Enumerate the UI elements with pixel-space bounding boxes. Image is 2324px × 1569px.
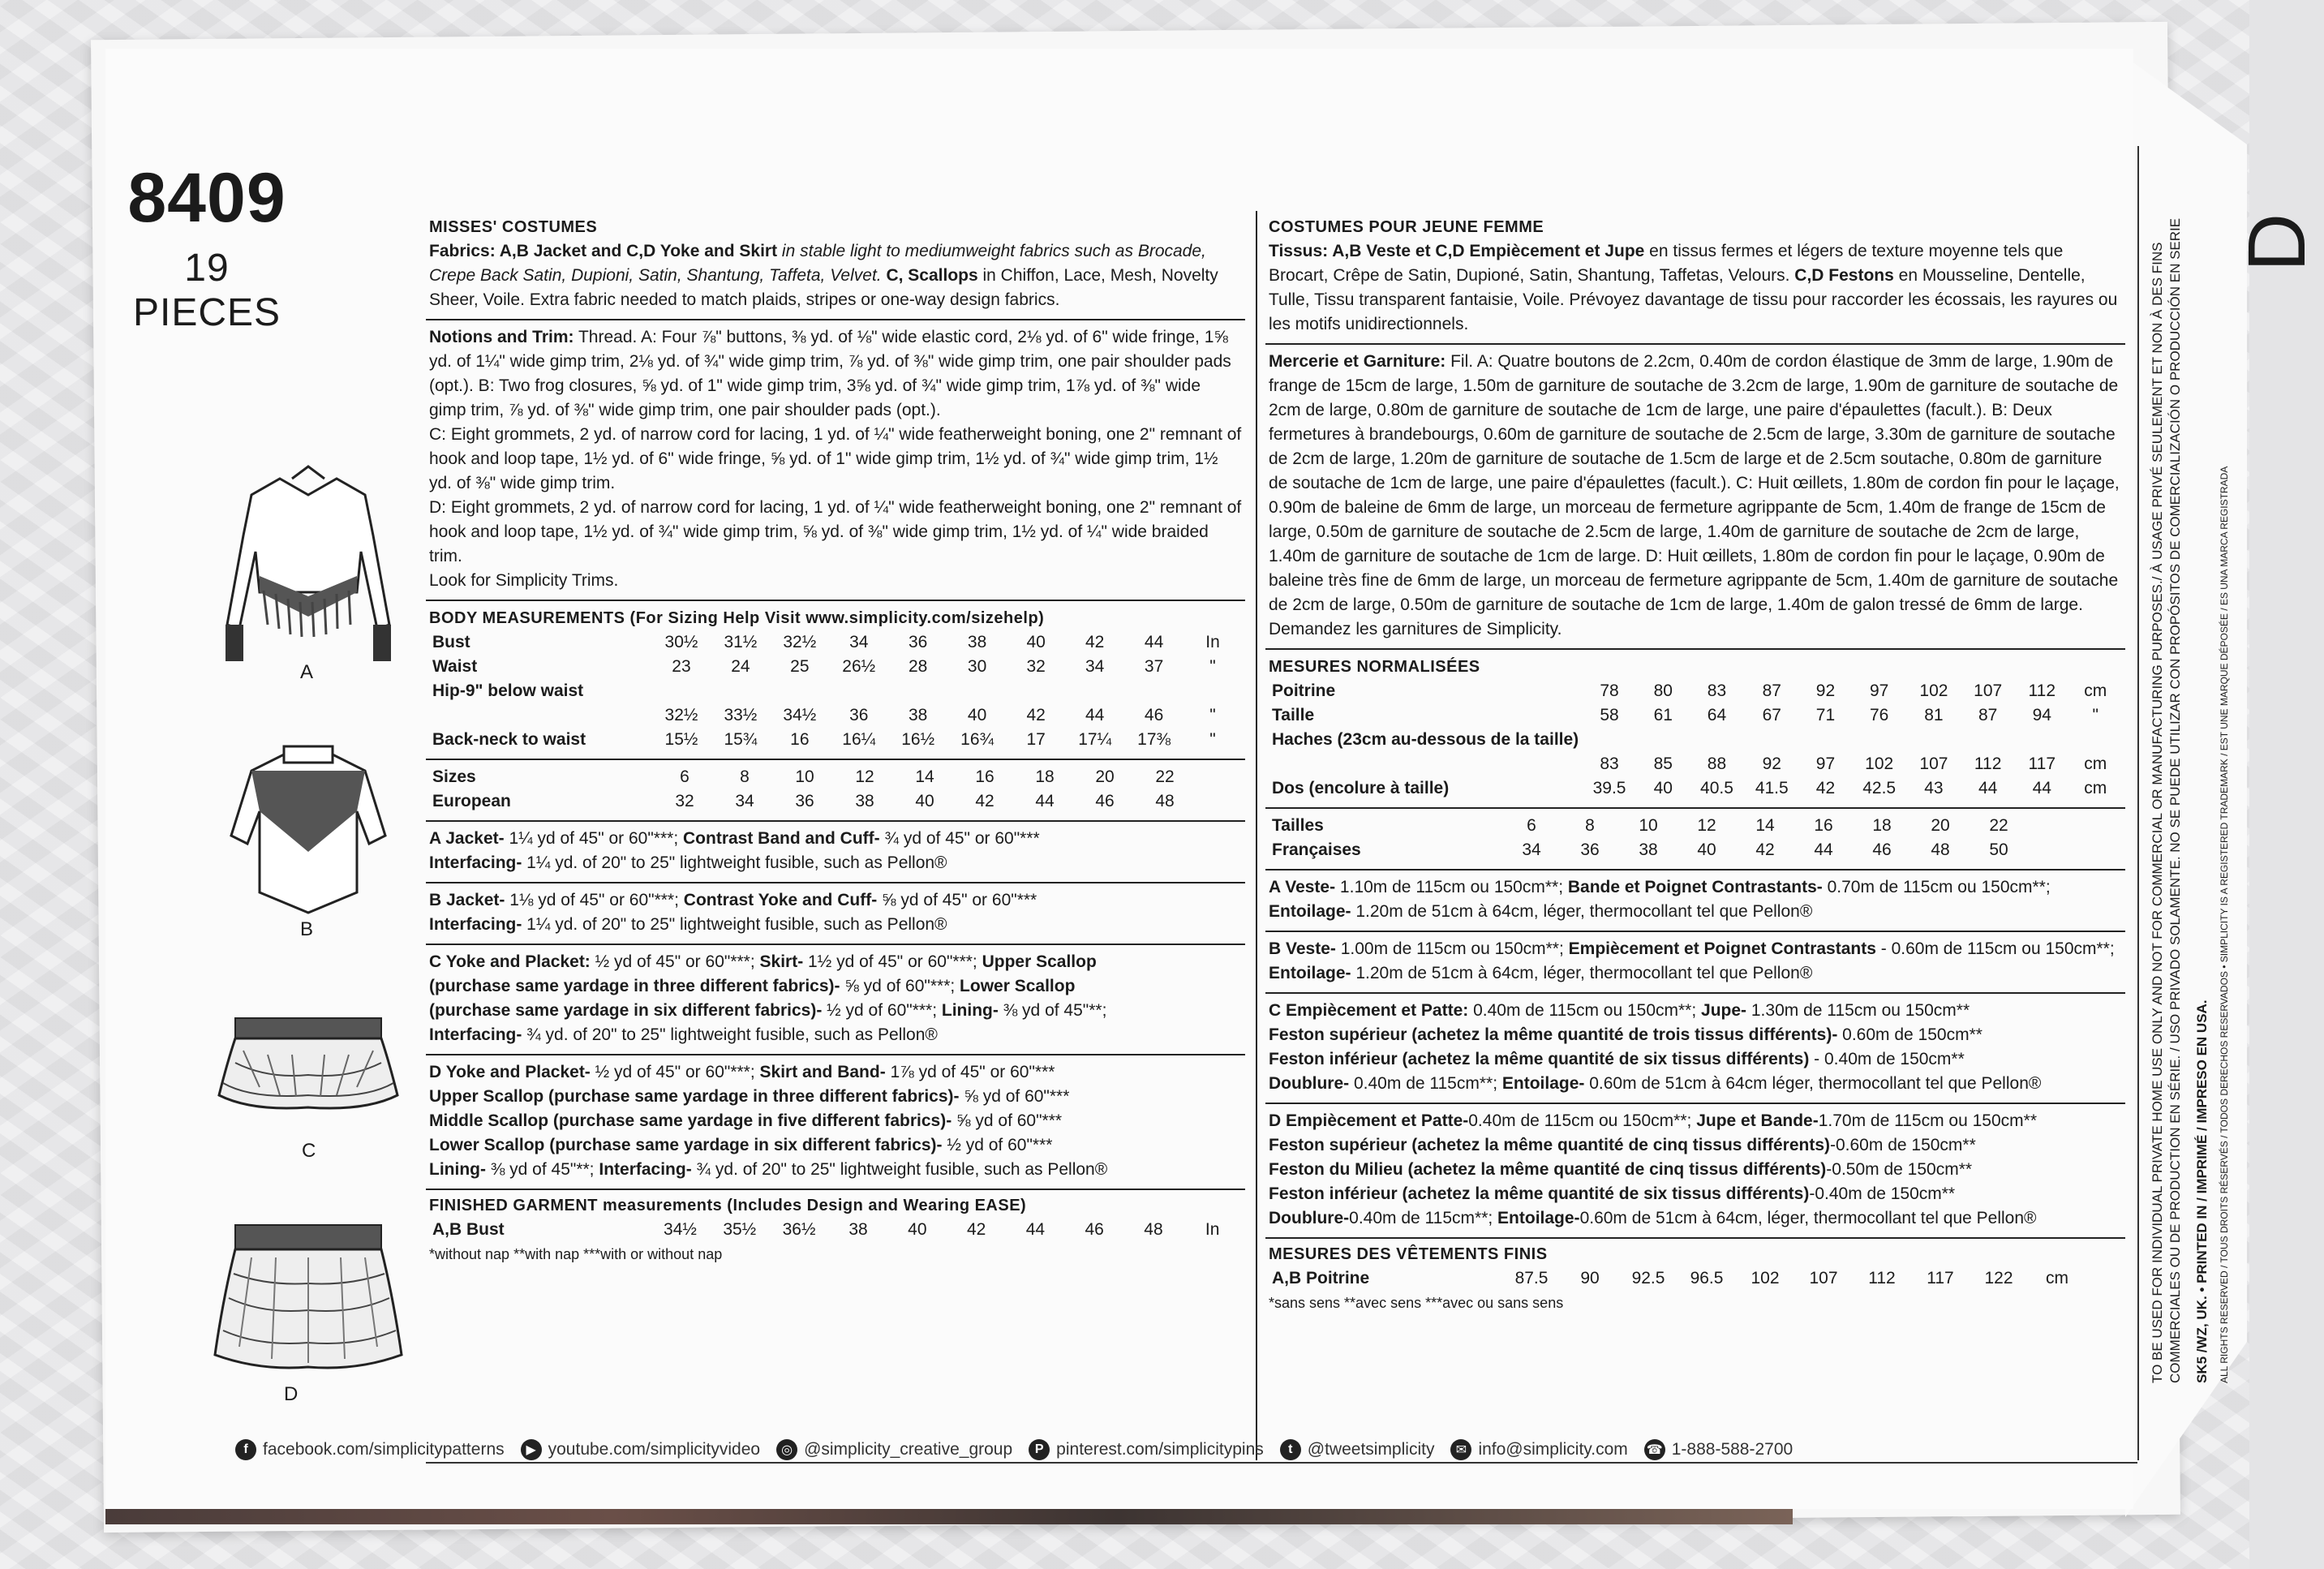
measurement-row xyxy=(429,765,1195,789)
cell-value: 32½ xyxy=(783,633,817,651)
cell-value: 76 xyxy=(1869,706,1889,724)
cell-value: 36 xyxy=(849,706,869,724)
cell-value: 42.5 xyxy=(1862,779,1897,797)
metrage-b: B Veste- 1.00m de 115cm ou 150cm**; Empiècement et Poignet Contrastants - 0.60m de 115cm ou 150cm**; Entoilage- 1.20m de 51cm à 64cm, léger, thermocollant tel que Pellon® xyxy=(1265,932,2125,994)
cell-value: 71 xyxy=(1815,706,1836,724)
social-link-text: @tweetsimplicity xyxy=(1307,1440,1435,1459)
social-links xyxy=(235,1439,1809,1460)
cell-value: 42 xyxy=(1815,779,1836,797)
cell-value: 117 xyxy=(2028,754,2056,773)
cell-value: 44 xyxy=(1035,792,1055,810)
cell-value: 16 xyxy=(1814,816,1833,835)
cell-value: 10 xyxy=(795,767,814,786)
cell-value: 30½ xyxy=(664,633,698,651)
measurement-row xyxy=(1269,728,2122,752)
measurement-row xyxy=(429,703,1242,728)
cell-value: 44 xyxy=(1085,706,1105,724)
view-b-label: B xyxy=(300,918,314,940)
cell-value: 80 xyxy=(1653,681,1673,700)
fabrics-text: Fabrics: A,B Jacket and C,D Yoke and Skirt in stable light to mediumweight fabrics such as Brocade, Crepe Back Satin, Dupioni, Satin, Shantung, Taffeta, Velvet. C, Scallops in Chiffon, Lace, Mesh, Novelty Sheer, Voile. Extra fabric needed to match plaids, stripes or one-way design fabrics. xyxy=(429,242,1218,309)
unit: " xyxy=(1209,657,1216,676)
cell-value: 42 xyxy=(1755,840,1775,859)
cell-value xyxy=(1690,728,1745,752)
cell-value xyxy=(770,679,829,703)
social-link[interactable] xyxy=(1280,1439,1435,1460)
cell-value: 16 xyxy=(975,767,994,786)
row-label xyxy=(429,703,652,728)
finished-measurements: FINISHED GARMENT measurements (Includes Design and Wearing EASE) A,B Bust 34½ 35½ 36½ 38 40 42 44 46 48 In *without nap **with nap ***with or without nap xyxy=(426,1190,1245,1270)
cell-value: 38 xyxy=(855,792,874,810)
trademark-notice: ALL RIGHTS RESERVED / TOUS DROITS RÉSERVÉS / TODOS DERECHOS RESERVADOS • SIMPLICITY IS A REGISTERED TRADEMARK / EST UNE MARQUE DÉPOSÉE / ES UNA MARCA REGISTRADA xyxy=(2219,466,2230,1383)
cell-value: 107 xyxy=(1809,1269,1838,1287)
cell-value: 38 xyxy=(1639,840,1658,859)
pieces-count: 19 PIECES xyxy=(132,247,281,334)
cell-value: 42 xyxy=(966,1220,986,1239)
social-link-text: pinterest.com/simplicitypins xyxy=(1056,1440,1264,1459)
cell-value: 48 xyxy=(1155,792,1175,810)
unit: In xyxy=(1205,1220,1220,1239)
cell-value: 36 xyxy=(908,633,928,651)
cell-value: 39.5 xyxy=(1592,779,1626,797)
cell-value: 28 xyxy=(908,657,928,676)
row-label: Hip-9" below waist xyxy=(432,681,584,700)
cell-value: 34 xyxy=(735,792,754,810)
unit xyxy=(2068,728,2122,752)
row-label: European xyxy=(432,792,511,810)
cell-value: 87.5 xyxy=(1514,1269,1549,1287)
cell-value: 6 xyxy=(680,767,689,786)
cell-value: 20 xyxy=(1931,816,1950,835)
row-label: Françaises xyxy=(1272,840,1361,859)
measurement-row xyxy=(429,655,1242,679)
view-a-label: A xyxy=(300,661,314,683)
printed-in: SK5 /WZ, UK. • PRINTED IN / IMPRIMÉ / IMPRESO EN USA. xyxy=(2194,999,2210,1383)
measurement-row xyxy=(429,728,1242,752)
cell-value: 44 xyxy=(1025,1220,1046,1239)
row-label: Poitrine xyxy=(1272,681,1336,700)
cell-value: 97 xyxy=(1815,754,1836,773)
cell-value: 92.5 xyxy=(1631,1269,1665,1287)
cell-value: 8 xyxy=(740,767,750,786)
mesures-finis: MESURES DES VÊTEMENTS FINIS A,B Poitrine 87.5 90 92.5 96.5 102 107 112 117 122 cm *sans sens **avec sens ***avec ou sans sens xyxy=(1265,1239,2125,1318)
body-measurements: BODY MEASUREMENTS (For Sizing Help Visit www.simplicity.com/sizehelp) Bust 30½ 31½ 32½ 34 36 38 40 42 44 In Waist 23 24 25 26½ 28 30 32 34 37 " Hip-9" below waist 32½ 33½ 34½ 36 38 40 42 44 46 " Back-neck to waist 15½ 15¾ 16 16¼ 16½ 16¾ 17 17¼ 17⅜ " xyxy=(426,601,1245,760)
cell-value xyxy=(888,679,947,703)
twitter-icon: t xyxy=(1280,1439,1301,1460)
cell-value: 61 xyxy=(1653,706,1673,724)
cell-value: 90 xyxy=(1580,1269,1600,1287)
unit: " xyxy=(1209,706,1216,724)
row-label: Back-neck to waist xyxy=(432,730,586,749)
column-divider xyxy=(1256,211,1257,1460)
social-link-text: 1-888-588-2700 xyxy=(1671,1440,1793,1459)
cell-value: 17¼ xyxy=(1078,730,1112,749)
cell-value: 42 xyxy=(975,792,994,810)
cell-value: 42 xyxy=(1026,706,1046,724)
cell-value: 38 xyxy=(908,706,928,724)
row-label xyxy=(1269,752,1582,776)
cell-value: 31½ xyxy=(724,633,758,651)
cell-value: 16 xyxy=(790,730,810,749)
cell-value: 58 xyxy=(1600,706,1619,724)
cell-value xyxy=(1799,728,1852,752)
cell-value xyxy=(1065,679,1124,703)
cell-value xyxy=(1582,728,1637,752)
measurement-row xyxy=(1269,776,2122,801)
cell-value: 22 xyxy=(1155,767,1175,786)
cell-value: 34½ xyxy=(664,1220,697,1239)
view-c-illustration xyxy=(203,1006,414,1184)
mesures-normalisees: MESURES NORMALISÉES Poitrine 78 80 83 87 92 97 102 107 112 cm Taille 58 61 64 67 71 76 81 87 94 " Haches (23cm au-dessous de la taille) 83 85 88 92 97 102 107 112 117 cm Dos (encolure à taille) 39.5 40 40.5 41.5 42 42.5 43 44 44 cm xyxy=(1265,650,2125,809)
cell-value: 34 xyxy=(1085,657,1105,676)
cell-value: 16¼ xyxy=(842,730,876,749)
cell-value: 34 xyxy=(1522,840,1541,859)
cell-value: 46 xyxy=(1872,840,1892,859)
social-link[interactable] xyxy=(776,1439,1012,1460)
yardage-c: C Yoke and Placket: ½ yd of 45" or 60"***; Skirt- 1½ yd of 45" or 60"***; Upper Scallop (purchase same yardage in three different fabrics)- ⅝ yd of 60"***; Lower Scallop (purchase same yardage in six different fabrics)- ½ yd of 60"***; Lining- ⅜ yd of 45"**; Interfacing- ¾ yd. of 20" to 25" lightweight fusible, such as Pellon® xyxy=(426,945,1245,1055)
cell-value: 15½ xyxy=(664,730,698,749)
cell-value: 42 xyxy=(1085,633,1105,651)
cell-value: 23 xyxy=(672,657,691,676)
cell-value: 40 xyxy=(915,792,934,810)
unit xyxy=(1183,679,1242,703)
cell-value: 92 xyxy=(1815,681,1836,700)
cell-value: 32 xyxy=(1026,657,1046,676)
unit: cm xyxy=(2046,1269,2068,1287)
yardage-a: A Jacket- 1¼ yd of 45" or 60"***; Contrast Band and Cuff- ¾ yd of 45" or 60"*** Interfacing- 1¼ yd. of 20" to 25" lightweight fusible, such as Pellon® xyxy=(426,822,1245,883)
cell-value: 48 xyxy=(1931,840,1950,859)
cell-value: 85 xyxy=(1653,754,1673,773)
cell-value: 41.5 xyxy=(1755,779,1789,797)
measurement-row xyxy=(1269,752,2122,776)
cell-value: 12 xyxy=(1697,816,1716,835)
cell-value: 17⅜ xyxy=(1137,730,1171,749)
measurement-row xyxy=(1269,679,2122,703)
cell-value: 32½ xyxy=(664,706,698,724)
cell-value: 81 xyxy=(1924,706,1944,724)
unit: " xyxy=(2092,706,2098,724)
pattern-back-sheet xyxy=(105,49,2322,1509)
facebook-icon: f xyxy=(235,1439,256,1460)
english-title: MISSES' COSTUMES xyxy=(429,218,598,236)
view-d-label: D xyxy=(284,1383,299,1405)
row-label: Dos (encolure à taille) xyxy=(1272,779,1450,797)
cell-value: 24 xyxy=(731,657,750,676)
cell-value: 22 xyxy=(1989,816,2008,835)
metrage-a: A Veste- 1.10m de 115cm ou 150cm**; Bande et Poignet Contrastants- 0.70m de 115cm ou 150cm**; Entoilage- 1.20m de 51cm à 64cm, léger, thermocollant tel que Pellon® xyxy=(1265,870,2125,932)
usage-notice-1: TO BE USED FOR INDIVIDUAL PRIVATE HOME USE ONLY AND NOT FOR COMMERCIAL OR MANUFACTURING PURPOSES./ À USAGE PRIVÉ SEULEMENT ET NON À DES FINS xyxy=(2150,242,2165,1383)
cell-value: 20 xyxy=(1095,767,1115,786)
view-c-label: C xyxy=(302,1140,316,1162)
cell-value: 17 xyxy=(1026,730,1046,749)
row-label: Waist xyxy=(432,657,478,676)
metrage-c: C Empiècement et Patte: 0.40m de 115cm ou 150cm**; Jupe- 1.30m de 115cm ou 150cm** Feston supérieur (achetez la même quantité de trois tissus différents)- 0.60m de 150cm** Feston inférieur (achetez la même quantité de six tissus différents) - 0.40m de 150cm** Doublure- 0.40m de 115cm**; Entoilage- 0.60m de 51cm à 64cm léger, thermocollant tel que Pellon® xyxy=(1265,994,2125,1104)
row-label: A,B Bust xyxy=(432,1220,505,1239)
cell-value xyxy=(711,679,770,703)
cell-value: 87 xyxy=(1762,681,1781,700)
cell-value: 92 xyxy=(1762,754,1781,773)
social-link[interactable] xyxy=(521,1439,760,1460)
cell-value: 36 xyxy=(1580,840,1600,859)
row-label: Bust xyxy=(432,633,470,651)
cell-value: 10 xyxy=(1639,816,1658,835)
cell-value: 96.5 xyxy=(1690,1269,1724,1287)
cell-value: 87 xyxy=(1978,706,1998,724)
view-b-illustration xyxy=(203,738,414,965)
unit: cm xyxy=(2084,779,2107,797)
social-link-text: info@simplicity.com xyxy=(1478,1440,1628,1459)
cell-value xyxy=(1007,679,1065,703)
cell-value: 35½ xyxy=(723,1220,757,1239)
cell-value: 16¾ xyxy=(960,730,994,749)
french-title: COSTUMES POUR JEUNE FEMME xyxy=(1269,218,1544,236)
yardage-b: B Jacket- 1⅛ yd of 45" or 60"***; Contrast Yoke and Cuff- ⅝ yd of 45" or 60"*** Interfacing- 1¼ yd. of 20" to 25" lightweight fusible, such as Pellon® xyxy=(426,883,1245,945)
finished-row xyxy=(429,1218,1242,1242)
cell-value: 36 xyxy=(795,792,814,810)
cell-value xyxy=(2015,728,2068,752)
cell-value: 40.5 xyxy=(1700,779,1733,797)
measurement-row xyxy=(1269,703,2122,728)
cell-value: 117 xyxy=(1927,1269,1954,1287)
french-column xyxy=(1265,215,2125,1318)
social-link-text: youtube.com/simplicityvideo xyxy=(548,1440,761,1459)
cell-value xyxy=(1637,728,1690,752)
cell-value: 94 xyxy=(2032,706,2051,724)
cell-value: 14 xyxy=(1755,816,1775,835)
view-d-illustration xyxy=(203,1217,414,1428)
cell-value: 64 xyxy=(1707,706,1727,724)
cell-value xyxy=(1961,728,2015,752)
cell-value: 44 xyxy=(1978,779,1998,797)
row-label: Tailles xyxy=(1272,816,1324,835)
english-column xyxy=(426,215,1245,1270)
cell-value: 40 xyxy=(908,1220,927,1239)
social-link[interactable] xyxy=(235,1439,505,1460)
cell-value xyxy=(829,679,888,703)
cell-value: 78 xyxy=(1600,681,1619,700)
cell-value: 40 xyxy=(1697,840,1716,859)
cell-value: 18 xyxy=(1035,767,1055,786)
cell-value: 102 xyxy=(1751,1269,1780,1287)
unit: cm xyxy=(2084,754,2107,773)
cell-value: 6 xyxy=(1527,816,1536,835)
cell-value: 18 xyxy=(1872,816,1892,835)
right-border xyxy=(2137,146,2139,1460)
size-table xyxy=(426,760,1245,822)
cell-value: 48 xyxy=(1144,1220,1163,1239)
measurement-row xyxy=(429,789,1195,814)
cell-value xyxy=(652,679,711,703)
cell-value: 112 xyxy=(1974,754,2002,773)
pinterest-icon: P xyxy=(1029,1439,1050,1460)
measurement-row xyxy=(1269,838,2028,862)
email-icon: ✉ xyxy=(1450,1439,1471,1460)
cell-value: 34½ xyxy=(783,706,817,724)
cell-value: 37 xyxy=(1144,657,1164,676)
cell-value: 38 xyxy=(848,1220,868,1239)
cell-value: 44 xyxy=(2032,779,2051,797)
cell-value xyxy=(947,679,1007,703)
cell-value xyxy=(1124,679,1183,703)
cell-value: 15¾ xyxy=(724,730,758,749)
metrage-d: D Empiècement et Patte-0.40m de 115cm ou 150cm**; Jupe et Bande-1.70m de 115cm ou 150cm** Feston supérieur (achetez la même quantité de cinq tissus différents)-0.60m de 150cm** Feston du Milieu (achetez la même quantité de cinq tissus différents)-0.50m de 150cm** Feston inférieur (achetez la même quantité de six tissus différents)-0.40m de 150cm** Doublure-0.40m de 115cm**; Entoilage-0.60m de 51cm à 64cm, léger, thermocollant tel que Pellon® xyxy=(1265,1104,2125,1239)
cell-value: 33½ xyxy=(724,706,758,724)
cell-value: 40 xyxy=(967,706,987,724)
cell-value: 34 xyxy=(849,633,869,651)
cell-value: 40 xyxy=(1653,779,1673,797)
cell-value: 43 xyxy=(1924,779,1944,797)
instagram-icon: ◎ xyxy=(776,1439,797,1460)
phone-icon: ☎ xyxy=(1644,1439,1665,1460)
cell-value xyxy=(1852,728,1907,752)
unit: " xyxy=(1209,730,1216,749)
row-label: Haches (23cm au-dessous de la taille) xyxy=(1272,730,1579,749)
row-label: Sizes xyxy=(432,767,476,786)
cell-value: 12 xyxy=(855,767,874,786)
social-link[interactable] xyxy=(1450,1439,1627,1460)
cell-value: 46 xyxy=(1095,792,1115,810)
unit: cm xyxy=(2084,681,2107,700)
cell-value: 36½ xyxy=(782,1220,816,1239)
cell-value xyxy=(1907,728,1961,752)
size-range-letter: D xyxy=(2232,213,2322,272)
view-a-illustration xyxy=(203,462,414,706)
yardage-d: D Yoke and Placket- ½ yd of 45" or 60"***; Skirt and Band- 1⅞ yd of 45" or 60"*** Upper Scallop (purchase same yardage in three different fabrics)- ⅝ yd of 60"*** Middle Scallop (purchase same yardage in five different fabrics)- ⅝ yd of 60"*** Lower Scallop (purchase same yardage in six different fabrics)- ½ yd of 60"*** Lining- ⅜ yd of 45"**; Interfacing- ¾ yd. of 20" to 25" lightweight fusible, such as Pellon® xyxy=(426,1055,1245,1190)
cell-value: 14 xyxy=(915,767,934,786)
cell-value: 44 xyxy=(1144,633,1164,651)
cell-value: 44 xyxy=(1814,840,1833,859)
cell-value: 16½ xyxy=(901,730,935,749)
social-link[interactable] xyxy=(1644,1439,1793,1460)
cell-value: 88 xyxy=(1707,754,1727,773)
notions-section: Notions and Trim: Thread. A: Four ⅞" buttons, ⅜ yd. of ⅛" wide elastic cord, 2⅛ yd. of 6" wide fringe, 1⅝ yd. of 1¼" wide gimp trim, 2⅛ yd. of ¾" wide gimp trim, ⅞ yd. of ⅜" wide gimp trim, one pair shoulder pads (opt.). B: Two frog closures, ⅝ yd. of 1" wide gimp trim, 3⅝ yd. of ¾" wide gimp trim, 1⅞ yd. of ⅜" wide gimp trim, ⅞ yd. of ⅜" wide gimp trim, one pair shoulder pads (opt.). C: Eight grommets, 2 yd. of narrow cord for lacing, 1 yd. of ¼" wide featherweight boning, one 2" remnant of hook and loop tape, 1½ yd. of 6" wide fringe, ⅝ yd. of 1" wide gimp trim, 1½ yd. of ¾" wide gimp trim, 1½ yd. of ⅜" wide gimp trim. D: Eight grommets, 2 yd. of narrow cord for lacing, 1 yd. of ¼" wide featherweight boning, one 2" remnant of hook and loop tape, 1½ yd. of ¾" wide gimp trim, ⅝ yd. of ⅜" wide gimp trim, 1½ yd. of ¼" wide braided trim. Look for Simplicity Trims. xyxy=(426,320,1245,601)
social-link[interactable] xyxy=(1029,1439,1264,1460)
cell-value: 107 xyxy=(1974,681,2003,700)
cell-value: 102 xyxy=(1865,754,1894,773)
cell-value: 30 xyxy=(967,657,987,676)
cell-value: 122 xyxy=(1984,1269,2013,1287)
cell-value: 67 xyxy=(1762,706,1781,724)
cell-value: 102 xyxy=(1919,681,1948,700)
mercerie-section: Mercerie et Garniture: Fil. A: Quatre boutons de 2.2cm, 0.40m de cordon élastique de 3mm de large, 1.90m de frange de 15cm de large, 1.50m de garniture de soutache de 3.2cm de large, 1.90m de garniture de soutache de 2cm de large, 0.80m de garniture de soutache de 1cm de large, une paire d'épaulettes (facult.). B: Deux fermetures à brandebourgs, 0.60m de garniture de soutache de 2.5cm de large, 3.30m de garniture de soutache de 2cm de large, 1.20m de garniture de soutache de 1.5cm de large et de 2.5cm soutache, 0.80m de garniture de soutache de 1cm de large, une paire d'épaulettes (facult.). C: Huit œillets, 1.80m de cordon fin pour le laçage, 0.90m de baleine de 6mm de large, un morceau de fermeture agrippante de 5cm, 1.40m de frange de 15cm de large, 0.50m de garniture de soutache de 2.5cm de large, 1.40m de garniture de soutache de 2cm de large, 1.40m de garniture de soutache de 1cm de large. D: Huit œillets, 1.80m de cordon fin pour le laçage, 0.90m de baleine très fine de 6mm de large, un morceau de fermeture agrippante de 5cm, 1.40m de garniture de soutache de 2cm de large, 0.50m de garniture de soutache de 1cm de large, 1.40m de galon tressé de 6mm de large. Demandez les garnitures de Simplicity. xyxy=(1265,345,2125,650)
cell-value xyxy=(1744,728,1799,752)
cell-value: 26½ xyxy=(842,657,876,676)
usage-notice-2: COMMERCIALES OU DE PRODUCTION EN SÉRIE. / USO PRIVADO SOLAMENTE. NO SE PUEDE UTILIZAR CON PROPÓSITOS DE COMERCIALIZACIÓN O PRODUCCIÓN EN SERIE xyxy=(2167,217,2183,1383)
cell-value: 83 xyxy=(1707,681,1727,700)
footnote-fr: *sans sens **avec sens ***avec ou sans sens xyxy=(1269,1295,1564,1311)
unit: In xyxy=(1205,633,1220,651)
body-measurements-table xyxy=(429,630,1242,752)
cell-value: 83 xyxy=(1600,754,1619,773)
tailles-table xyxy=(1265,809,2125,870)
cell-value: 40 xyxy=(1026,633,1046,651)
bottom-border xyxy=(426,1462,2137,1464)
cell-value: 8 xyxy=(1585,816,1595,835)
row-label: Taille xyxy=(1272,706,1315,724)
social-link-text: facebook.com/simplicitypatterns xyxy=(263,1440,505,1459)
finished-row xyxy=(1269,1266,2086,1291)
cell-value: 38 xyxy=(967,633,987,651)
youtube-icon: ▶ xyxy=(521,1439,542,1460)
cell-value: 107 xyxy=(1919,754,1948,773)
cell-value: 46 xyxy=(1144,706,1164,724)
cell-value: 112 xyxy=(2028,681,2056,700)
measurement-row xyxy=(429,630,1242,655)
cell-value: 32 xyxy=(675,792,694,810)
cell-value: 112 xyxy=(1868,1269,1896,1287)
measurement-row xyxy=(1269,814,2028,838)
pattern-number: 8409 xyxy=(127,159,286,237)
social-link-text: @simplicity_creative_group xyxy=(804,1440,1013,1459)
row-label: A,B Poitrine xyxy=(1272,1269,1370,1287)
cell-value: 46 xyxy=(1085,1220,1104,1239)
cell-value: 97 xyxy=(1869,681,1889,700)
cell-value: 50 xyxy=(1989,840,2008,859)
footnote: *without nap **with nap ***with or without nap xyxy=(429,1246,723,1262)
tissus-text: Tissus: A,B Veste et C,D Empiècement et Jupe en tissus fermes et légers de texture moyenne tels que Brocart, Crêpe de Satin, Dupioné, Satin, Shantung, Taffetas, Velours. C,D Festons en Mousseline, Dentelle, Tulle, Tissu transparent fantaisie, Voile. Prévoyez davantage de tissu pour raccorder les écossais, les rayures ou les motifs unidirectionnels. xyxy=(1269,242,2118,333)
cell-value: 25 xyxy=(790,657,810,676)
measurement-row xyxy=(429,679,1242,703)
